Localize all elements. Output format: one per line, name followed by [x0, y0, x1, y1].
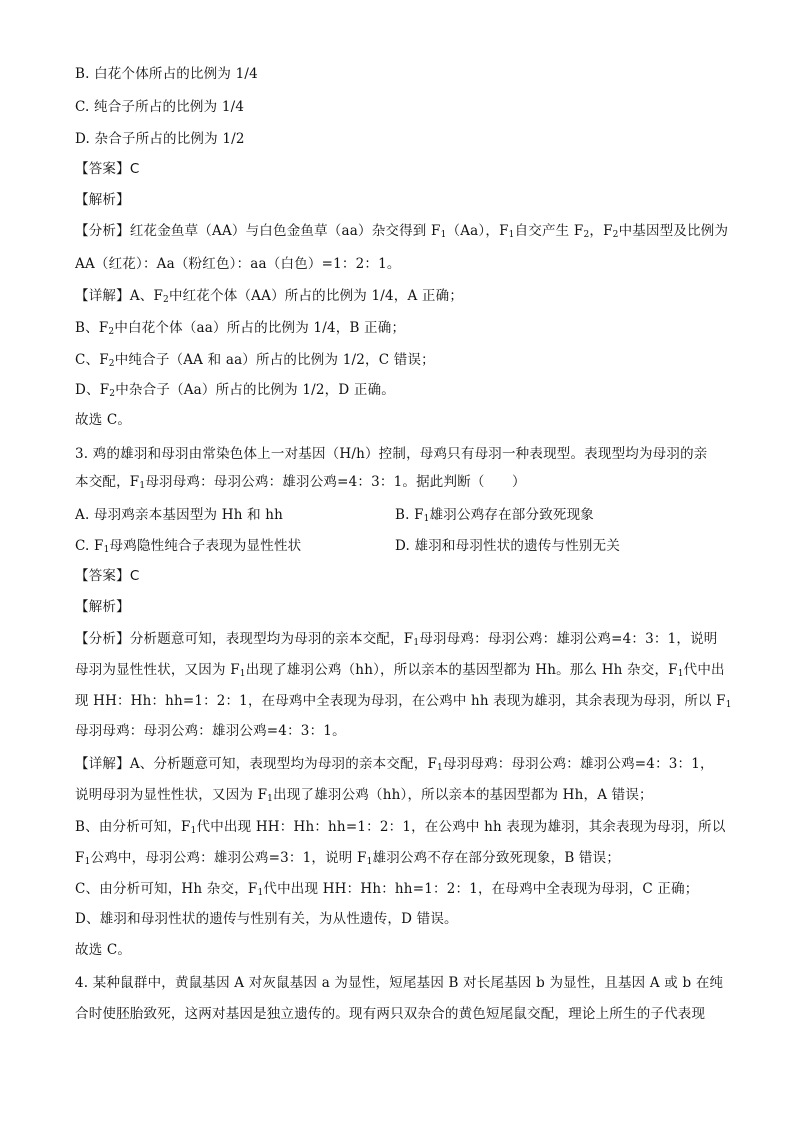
- q3-detail-c: C、由分析可知，Hh 杂交，$F_1$代中出现 HH：Hh：hh=1：2：1，在母鸡中全表现为母羽，C 正确；: [75, 881, 699, 898]
- q3-fenxi-line4: 母羽母鸡：母羽公鸡：雄羽公鸡=4：3：1。: [75, 723, 346, 739]
- q3-detail-b-line2: $F_1$公鸡中，母羽公鸡：雄羽公鸡=3：1，说明 $F_1$雄羽公鸡不存在部分致死现象，B 错误；: [75, 850, 621, 867]
- detail-b: B、$F_2$中白花个体（aa）所占的比例为 1/4，B 正确；: [75, 320, 406, 337]
- detail-d: D、$F_2$中杂合子（Aa）所占的比例为 1/2，D 正确。: [75, 382, 395, 399]
- analysis-heading: 【解析】: [75, 192, 130, 208]
- question-3-options-row2: C. $F_1$母鸡隐性纯合子表现为显性性状 D. 雄羽和母羽性状的遗传与性别无关: [75, 538, 621, 555]
- q3-fenxi-line2: 母羽为显性性状，又因为 $F_1$出现了雄羽公鸡（hh），所以亲本的基因型都为 Hh。那么 Hh 杂交，$F_1$代中出: [75, 662, 725, 679]
- detail-c: C、$F_2$中纯合子（AA 和 aa）所占的比例为 1/2，C 错误；: [75, 352, 435, 369]
- analysis-fenxi-line2: AA（红花）：Aa（粉红色）：aa（白色）=1：2：1。: [75, 256, 401, 272]
- analysis-heading-q3: 【解析】: [75, 599, 130, 615]
- question-4-stem-line1: 4. 某种鼠群中，黄鼠基因 A 对灰鼠基因 a 为显性，短尾基因 B 对长尾基因 b 为显性，且基因 A 或 b 在纯: [75, 975, 724, 991]
- question-4-stem-line2: 合时使胚胎致死，这两对基因是独立遗传的。现有两只双杂合的黄色短尾鼠交配，理论上所生的子代表现: [75, 1006, 706, 1022]
- q3-detail-b-line1: B、由分析可知，$F_1$代中出现 HH：Hh：hh=1：2：1，在公鸡中 hh 表现为雄羽，其余表现为母羽，所以: [75, 819, 726, 836]
- option-c: C. 纯合子所占的比例为 1/4: [75, 99, 245, 115]
- option-b: B. 白花个体所占的比例为 1/4: [75, 66, 258, 82]
- analysis-fenxi-line1: 【分析】红花金鱼草（AA）与白色金鱼草（aa）杂交得到 $F_1(Aa)$，$F_1$自交产生 $F_2$，$F_2$中基因型及比例为: [75, 223, 729, 240]
- q3-detail-a-line2: 说明母羽为显性性状，又因为 $F_1$出现了雄羽公鸡（hh），所以亲本的基因型都为 Hh，A 错误；: [75, 787, 653, 804]
- answer-line-q3: 【答案】C: [75, 568, 140, 584]
- q3-fenxi-line3: 现 HH：Hh：hh=1：2：1，在母鸡中全表现为母羽，在公鸡中 hh 表现为雄羽，其余表现为母羽，所以 $F_1$: [75, 693, 732, 710]
- q3-detail-d: D、雄羽和母羽性状的遗传与性别有关，为从性遗传，D 错误。: [75, 911, 458, 927]
- answer-line: 【答案】C: [75, 161, 140, 177]
- option-d: D. 杂合子所占的比例为 1/2: [75, 131, 245, 147]
- q3-conclusion: 故选 C。: [75, 942, 132, 958]
- detail-a: 【详解】A、$F_2$中红花个体（AA）所占的比例为 1/4，A 正确；: [75, 288, 464, 305]
- conclusion: 故选 C。: [75, 412, 132, 428]
- question-3-stem-line2: 本交配，$F_1$母羽母鸡：母羽公鸡：雄羽公鸡=4：3：1。据此判断（ ）: [75, 474, 526, 491]
- question-3-stem-line1: 3. 鸡的雄羽和母羽由常染色体上一对基因（H/h）控制，母鸡只有母羽一种表现型。表现型均为母羽的亲: [75, 446, 708, 462]
- q3-detail-a-line1: 【详解】A、分析题意可知，表现型均为母羽的亲本交配，$F_1$母羽母鸡：母羽公鸡：雄羽公鸡=4：3：1，: [75, 756, 714, 773]
- question-3-options-row1: A. 母羽鸡亲本基因型为 Hh 和 hh B. $F_1$雄羽公鸡存在部分致死现象: [75, 507, 595, 524]
- q3-fenxi-line1: 【分析】分析题意可知，表现型均为母羽的亲本交配，$F_1$母羽母鸡：母羽公鸡：雄羽公鸡=4：3：1，说明: [75, 631, 718, 648]
